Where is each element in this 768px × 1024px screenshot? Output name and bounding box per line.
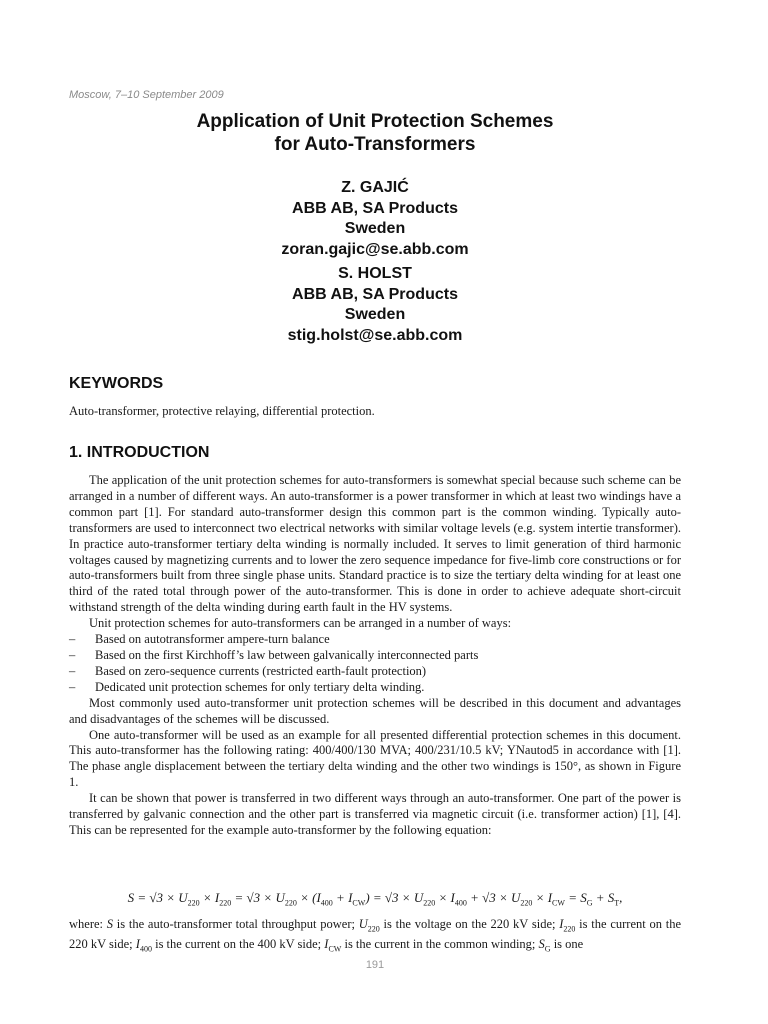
- list-item-text: Based on autotransformer ampere-turn balance: [95, 632, 330, 647]
- title-line-1: Application of Unit Protection Schemes: [196, 111, 554, 132]
- paragraph: It can be shown that power is transferred in two different ways through an auto-transformer. One part of the power is transferred by galvanic connection and the other part is transferred via magnetic circuit (i.e. transformer action) [1], [4]. This can be represented for the example auto-transformer by the following equation:: [69, 791, 681, 837]
- power-equation: $S = √3 \times U_{220} \times I_{220} = √3 \times U_{220} \times (I_{400} + I_{CW}) = √3 \times U_{220} \times I_{400} + √3 \times U_{220} \times I_{CW} = S_G + S_T$,: [127, 890, 623, 908]
- title-line-2: for Auto-Transformers: [274, 134, 476, 155]
- author-list: [0, 178, 750, 346]
- conference-header: Moscow, 7–10 September 2009: [69, 89, 224, 101]
- author-email[interactable]: zoran.gajic@se.abb.com: [281, 240, 469, 258]
- author-name: Z. GAJIĆ: [341, 179, 409, 196]
- paper-title: [0, 110, 750, 156]
- list-item: [69, 680, 681, 696]
- title-block: [0, 110, 750, 346]
- list-marker: –: [69, 679, 76, 694]
- paragraph: One auto-transformer will be used as an example for all presented differential protection schemes in this document. This auto-transformer has the following rating: 400/400/130 MVA; 400/231/10.5 kV; YNautod5 in accordance with [1]. The phase angle displacement between the tertiary delta winding and the other two windings is 150°, as shown in Figure 1.: [69, 727, 681, 790]
- author-name: S. HOLST: [338, 265, 412, 282]
- list-item-text: Based on zero-sequence currents (restricted earth-fault protection): [95, 663, 427, 678]
- introduction-body: [69, 473, 681, 839]
- equation-explanation: where: S is the auto-transformer total throughput power; $U_{220}$ is the voltage on the 220 kV side; $I_{220}$ is the current on the 220 kV side; $I_{400}$ is the current on the 400 kV side; $I_{CW}$ is the current in the common winding; $S_G$ is one: [69, 917, 682, 954]
- paragraph: The application of the unit protection schemes for auto-transformers is somewhat special because such scheme can be arranged in a number of different ways. An auto-transformer is a power transformer in which at least two windings have a common part [1]. For standard auto-transformer design this common part is the common winding. Typically auto-transformers are used to interconnect two electrical networks with similar voltage levels (e.g. system intertie transformer). In practice auto-transformer tertiary delta winding is normally included. It serves to limit generation of third harmonic voltages caused by magnetizing currents and to lower the zero sequence impedance for five-limb core constructions or for auto-transformers built from three single phase units. Standard practice is to size the tertiary delta winding for at least one third of the rated total through power of the auto-transformer. This is done in order to achieve adequate short-circuit withstand strength of the delta winding during earth fault in the HV systems.: [69, 473, 681, 615]
- list-item-text: Dedicated unit protection schemes for only tertiary delta winding.: [95, 679, 425, 694]
- scheme-list: [69, 632, 681, 696]
- page-number: 191: [365, 959, 385, 971]
- list-marker: –: [69, 663, 76, 678]
- list-marker: –: [69, 632, 76, 647]
- keywords-heading: KEYWORDS: [69, 375, 164, 392]
- keywords-text: Auto-transformer, protective relaying, differential protection.: [69, 404, 375, 418]
- author-country: Sweden: [344, 306, 406, 323]
- paragraph: Most commonly used auto-transformer unit protection schemes will be described in this document and advantages and disadvantages of the schemes will be discussed.: [69, 695, 681, 726]
- author-affiliation: ABB AB, SA Products: [292, 285, 458, 303]
- list-item-text: Based on the first Kirchhoff’s law between galvanically interconnected parts: [95, 647, 479, 662]
- author-affiliation: ABB AB, SA Products: [292, 199, 458, 217]
- author-email[interactable]: stig.holst@se.abb.com: [287, 326, 463, 344]
- list-item: [69, 632, 681, 648]
- author-country: Sweden: [344, 220, 406, 237]
- list-marker: –: [69, 647, 76, 662]
- list-item: [69, 664, 681, 680]
- list-item: [69, 648, 681, 664]
- paragraph: Unit protection schemes for auto-transformers can be arranged in a number of ways:: [89, 616, 512, 631]
- introduction-heading: 1. INTRODUCTION: [69, 444, 210, 461]
